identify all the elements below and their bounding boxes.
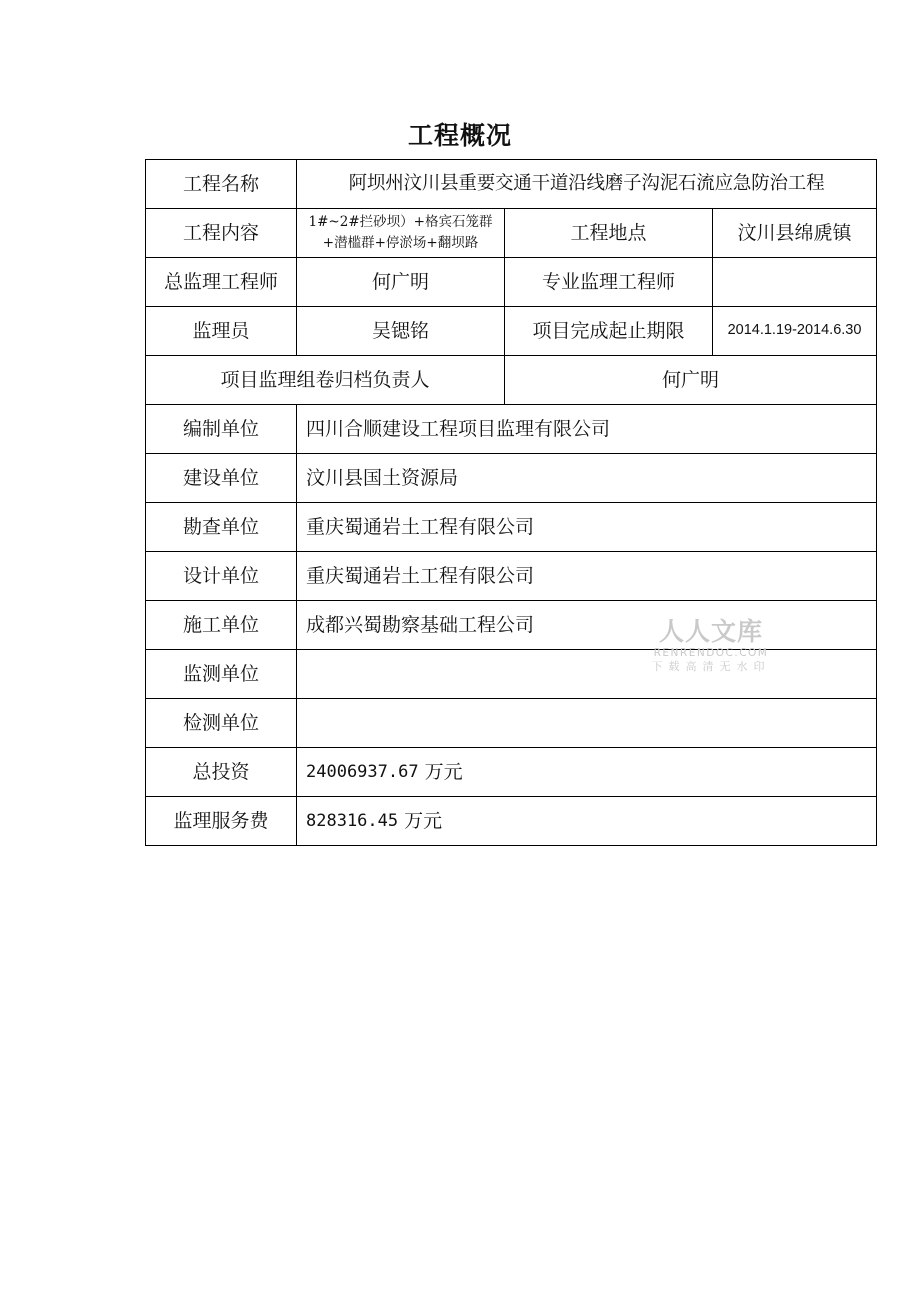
watermark-slogan: 下载高清无水印 [651,660,771,674]
value-survey: 重庆蜀通岩土工程有限公司 [297,503,877,552]
page-title: 工程概况 [407,121,512,150]
label-construction: 施工单位 [146,601,297,650]
service-fee-unit: 万元 [404,809,443,832]
watermark [646,618,776,675]
value-construction: 成都兴蜀勘察基础工程公司 [297,601,877,650]
label-service-fee: 监理服务费 [146,797,297,846]
value-project-location: 汶川县绵虒镇 [713,209,877,258]
watermark-domain: RENRENDOC.COM [653,646,769,659]
value-chief-supervisor: 何广明 [297,258,505,307]
label-builder: 建设单位 [146,454,297,503]
label-supervisor: 监理员 [146,307,297,356]
label-monitoring: 监测单位 [146,650,297,699]
label-project-content: 工程内容 [146,209,297,258]
label-design: 设计单位 [146,552,297,601]
value-compiler: 四川合顺建设工程项目监理有限公司 [297,405,877,454]
label-survey: 勘查单位 [146,503,297,552]
label-investment: 总投资 [146,748,297,797]
label-specialty-supervisor: 专业监理工程师 [505,258,713,307]
value-service-fee [297,797,877,846]
value-project-content: 1#~2#拦砂坝）+格宾石笼群+潜槛群+停淤场+翻坝路 [297,209,505,258]
label-compiler: 编制单位 [146,405,297,454]
value-design: 重庆蜀通岩土工程有限公司 [297,552,877,601]
value-testing [297,699,877,748]
investment-number: 24006937.67 [306,761,419,782]
value-project-period: 2014.1.19-2014.6.30 [713,307,877,356]
watermark-logo: 人人文库 [658,617,763,646]
label-archive-owner: 项目监理组卷归档负责人 [146,356,505,405]
label-project-period: 项目完成起止期限 [505,307,713,356]
value-monitoring [297,650,877,699]
label-chief-supervisor: 总监理工程师 [146,258,297,307]
label-project-location: 工程地点 [505,209,713,258]
project-overview-table [145,159,877,846]
value-builder: 汶川县国土资源局 [297,454,877,503]
value-project-name: 阿坝州汶川县重要交通干道沿线磨子沟泥石流应急防治工程 [297,160,877,209]
value-supervisor: 吴锶铭 [297,307,505,356]
value-archive-owner: 何广明 [505,356,877,405]
label-project-name: 工程名称 [146,160,297,209]
service-fee-number: 828316.45 [306,810,399,831]
investment-unit: 万元 [424,760,463,783]
value-investment [297,748,877,797]
value-specialty-supervisor [713,258,877,307]
label-testing: 检测单位 [146,699,297,748]
